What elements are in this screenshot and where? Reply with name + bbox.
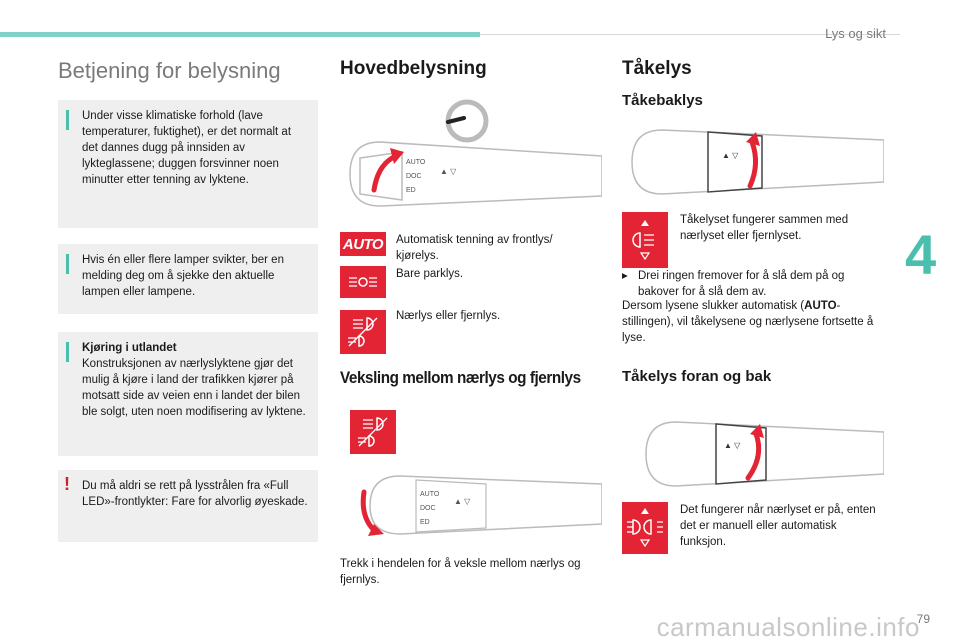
subheading-rear-fog: Tåkebaklys bbox=[622, 92, 703, 109]
auto-mode-text: Automatisk tenning av frontlys/ kjørelys. bbox=[396, 234, 553, 262]
svg-text:AUTO: AUTO bbox=[420, 491, 440, 498]
rear-fog-icon bbox=[622, 212, 668, 268]
beam-switch-caption: Trekk i hendelen for å veksle mellom nærlys og fjernlys. bbox=[340, 558, 581, 586]
page-number: 79 bbox=[916, 612, 930, 626]
warning-note-led bbox=[58, 470, 318, 542]
auto-mode-icon bbox=[340, 232, 386, 256]
svg-text:▲ ▽: ▲ ▽ bbox=[722, 151, 739, 160]
auto-fog-paragraph bbox=[622, 298, 886, 346]
info-note-abroad bbox=[58, 332, 318, 456]
section-title: Lys og sikt bbox=[825, 26, 886, 41]
note-text: Hvis én eller flere lamper svikter, ber en melding deg om å sjekke den aktuelle lampen eller lampene. bbox=[82, 254, 284, 298]
page-title: Betjening for belysning bbox=[58, 58, 281, 83]
section-heading-beam-switch: Veksling mellom nærlys og fjernlys bbox=[340, 368, 581, 387]
note-text: Du må aldri se rett på lysstrålen fra «Full LED»-frontlykter: Fare for alvorlig øyeskade. bbox=[82, 480, 308, 508]
watermark: carmanualsonline.info bbox=[656, 612, 920, 642]
paragraph-text-a: Dersom lysene slukker automatisk ( bbox=[622, 300, 805, 312]
svg-text:DOC: DOC bbox=[420, 505, 436, 512]
bullet-text: Drei ringen fremover for å slå dem på og bakover for å slå dem av. bbox=[638, 270, 845, 298]
rear-fog-text: Tåkelyset fungerer sammen med nærlyset eller fjernlyset. bbox=[680, 214, 849, 242]
note-heading: Kjøring i utlandet bbox=[82, 342, 177, 354]
beam-switch-stalk-illustration bbox=[350, 470, 602, 540]
dipped-main-beam-icon bbox=[340, 310, 386, 354]
parking-light-icon bbox=[340, 266, 386, 298]
light-stalk-illustration bbox=[340, 134, 602, 214]
info-marker-icon bbox=[66, 342, 69, 362]
chapter-number: 4 bbox=[905, 223, 937, 286]
svg-text:ED: ED bbox=[420, 519, 430, 526]
header-accent-bar bbox=[0, 32, 480, 37]
svg-text:▲ ▽: ▲ ▽ bbox=[440, 167, 457, 176]
rear-fog-stalk-illustration bbox=[622, 124, 884, 200]
warning-icon: ! bbox=[64, 474, 70, 494]
note-text: Under visse klimatiske forhold (lave temperaturer, fuktighet), er det normalt at det dannes dugg på innsiden av lykteglassene; duggen forsvinner noen minutter etter tenning av lyktene. bbox=[82, 110, 292, 186]
svg-text:▲ ▽: ▲ ▽ bbox=[724, 441, 741, 450]
svg-text:ED: ED bbox=[406, 187, 416, 194]
fog-instruction-bullet bbox=[622, 268, 886, 300]
info-note-condensation bbox=[58, 100, 318, 228]
dipped-main-beam-text: Nærlys eller fjernlys. bbox=[396, 310, 501, 322]
paragraph-bold: AUTO bbox=[804, 300, 837, 312]
beam-switch-icon bbox=[350, 410, 396, 454]
svg-text:DOC: DOC bbox=[406, 173, 422, 180]
svg-text:AUTO: AUTO bbox=[406, 159, 426, 166]
front-rear-fog-stalk-illustration bbox=[640, 416, 884, 492]
front-rear-fog-text: Det fungerer når nærlyset er på, enten det er manuell eller automatisk funksjon. bbox=[680, 504, 876, 548]
note-text: Konstruksjonen av nærlyslyktene gjør det mulig å kjøre i land der trafikken kjører på motsatt side av veien enn i landet der bilen ble solgt, uten noen modifisering av lyktene. bbox=[82, 358, 306, 418]
auto-label: AUTO bbox=[342, 235, 384, 253]
bullet-icon: ▸ bbox=[622, 270, 628, 282]
section-heading-fog-lights: Tåkelys bbox=[622, 58, 692, 79]
paragraph-text-b: -stillingen), vil tåkelysene og nærlysene fortsette å lyse. bbox=[622, 300, 874, 344]
parking-light-text: Bare parklys. bbox=[396, 268, 464, 280]
subheading-front-rear-fog: Tåkelys foran og bak bbox=[622, 368, 772, 385]
info-marker-icon bbox=[66, 110, 69, 130]
info-note-lamp-failure bbox=[58, 244, 318, 314]
info-marker-icon bbox=[66, 254, 69, 274]
svg-text:▲ ▽: ▲ ▽ bbox=[454, 497, 471, 506]
front-rear-fog-icon bbox=[622, 502, 668, 554]
section-heading-main-lighting: Hovedbelysning bbox=[340, 58, 487, 79]
